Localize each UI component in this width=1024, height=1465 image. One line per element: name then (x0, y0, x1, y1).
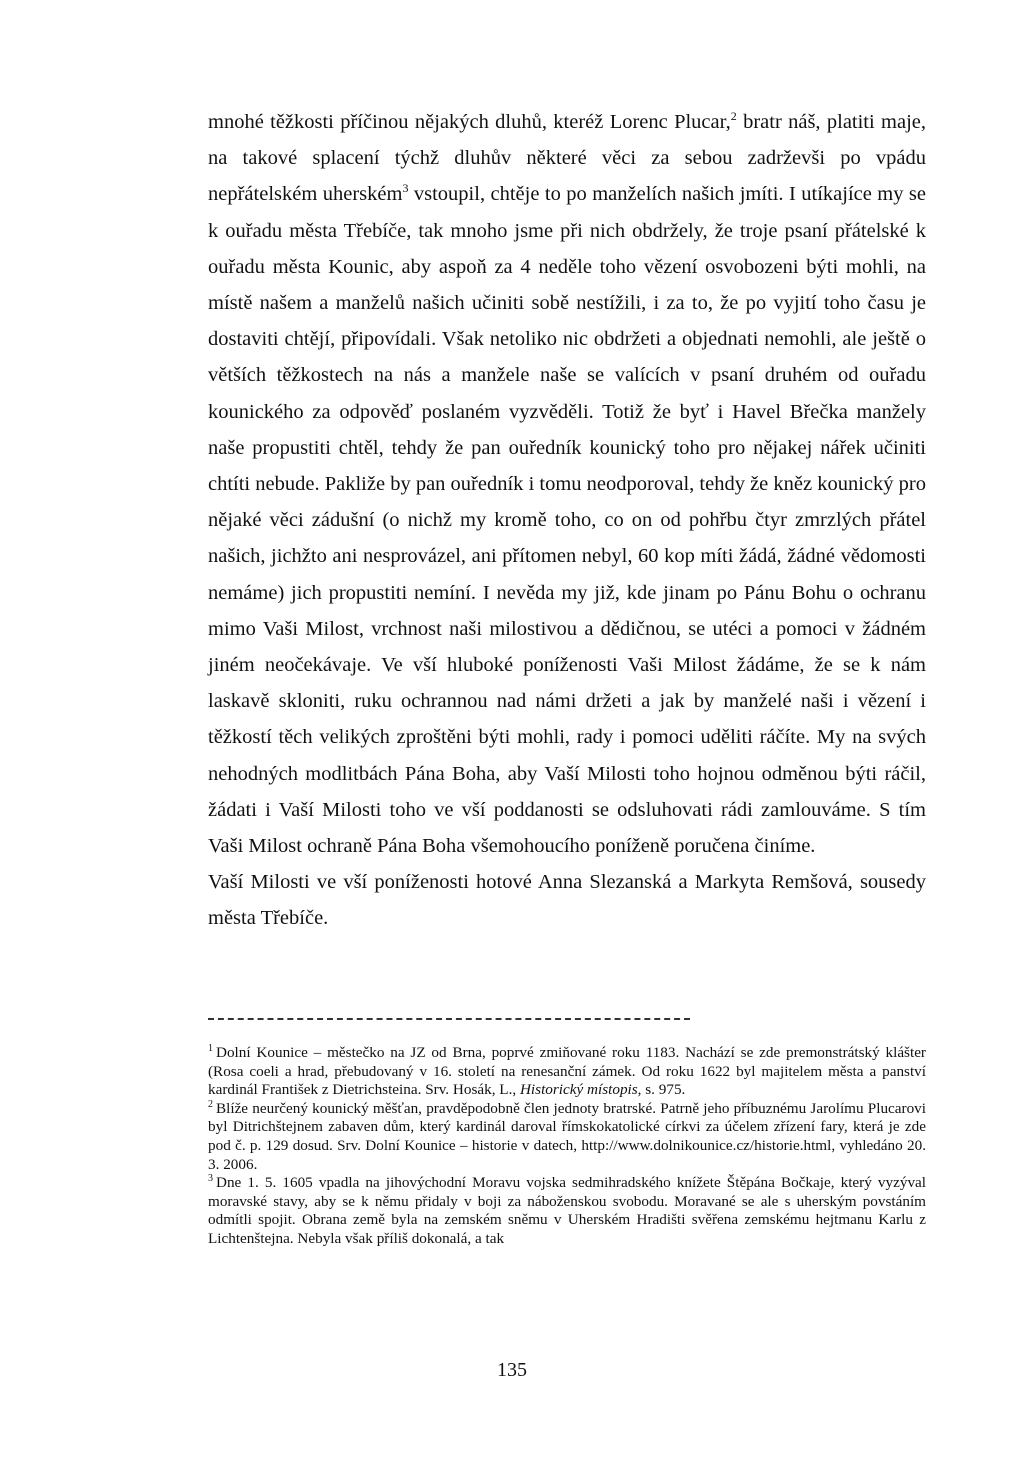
footnote-2 (208, 1100, 926, 1174)
footnotes (208, 1044, 926, 1249)
main-text-part-c: vstoupil, chtěje to po manželích našich jmíti. I utíkajíce my se k ouřadu města Třebíče, tak mnoho jsme při nich obdržely, že troje psaní přátelské k ouřadu města Kounic, aby aspoň za 4 neděle toho vězení osvobozeni býti mohli, na místě našem a manželů našich učiniti sobě nestížili, i za to, že po vyjití toho času je dostaviti chtějí, připovídali. Však netoliko nic obdržeti a objednati nemohli, ale ještě o větších těžkostech na nás a manžele naše se valících v psaní druhém od ouřadu kounického za odpověď poslaném vyzvěděli. Totiž že byť i Havel Břečka manžely naše propustiti chtěl, tehdy že pan ouředník kounický toho pro nějakej nářek učiniti chtíti nebude. Pakliže by pan ouředník i tomu neodporoval, tehdy že kněz kounický pro nějaké věci zádušní (o nichž my kromě toho, co on od pohřbu čtyr zmrzlých přátel našich, jichžto ani nesprovázel, ani přítomen nebyl, 60 kop míti žádá, žádné vědomosti nemáme) jich propustiti nemíní. I nevěda my již, kde jinam po Pánu Bohu o ochranu mimo Vaši Milost, vrchnost naši milostivou a dědičnou, se utéci a pomoci v žádném jiném neočekávaje. Ve vší hluboké poníženosti Vaši Milost žádáme, že se k nám laskavě skloniti, ruku ochrannou nad námi držeti a jak by manželé naši i vězení i těžkostí těch velikých zproštěni býti mohli, rady i pomoci uděliti ráčíte. My na svých nehodných modlitbách Pána Boha, aby Vaší Milosti toho hojnou odměnou býti ráčil, žádati i Vaší Milosti toho ve vší poddanosti se odsluhovati rádi zamlouváme. S tím Vaši Milost ochraně Pána Boha všemohoucího poníženě poručena činíme. (208, 183, 926, 858)
closing-paragraph: Vaší Milosti ve vší poníženosti hotové Anna Slezanská a Markyta Remšová, sousedy města Třebíče. (208, 871, 926, 930)
footnote-number: 1 (208, 1042, 213, 1054)
footnote-3 (208, 1174, 926, 1248)
footnote-text: Blíže neurčený kounický měšťan, pravděpodobně člen jednoty bratrské. Patrně jeho příbuznému Jarolímu Plucarovi byl Ditrichštejnem zabaven dům, který kardinál daroval římskokatolické církvi za účelem zřízení fary, která je zde pod č. p. 129 dosud. Srv. Dolní Kounice – historie v datech, http://www.dolnikounice.cz/historie.html, vyhledáno 20. 3. 2006. (208, 1099, 926, 1173)
main-text-part-b: bratr náš, platiti maje, na takové splacení týchž dluhův některé věci za sebou zadrževši po vpádu nepřátelském uherském (208, 111, 926, 206)
page-number: 135 (497, 1359, 527, 1381)
footnote-text: Dolní Kounice – městečko na JZ od Brna, poprvé zmiňované roku 1183. Nachází se zde premonstrátský klášter (Rosa coeli a hrad, přebudovaný v 16. století na renesanční zámek. Od roku 1622 byl majitelem města a panství kardinál František z Dietrichsteina. Srv. Hosák, L., (208, 1044, 926, 1099)
main-text-part-a: mnohé těžkosti příčinou nějakých dluhů, kteréž Lorenc Plucar, (208, 111, 731, 133)
footnote-separator (208, 1018, 690, 1020)
footnote-number: 3 (208, 1173, 213, 1185)
main-paragraph (208, 104, 926, 864)
footnote-ref-2: 2 (730, 109, 737, 124)
footnote-text: Dne 1. 5. 1605 vpadla na jihovýchodní Moravu vojska sedmihradského knížete Štěpána Bočkaje, který vyzýval moravské stavy, aby se k němu přidaly v boji za náboženskou svobodu. Moravané se ale s uherským povstáním odmítli spojit. Obrana země byla na zemském sněmu v Uherském Hradišti svěřena zemskému hejtmanu Karlu z Lichtenštejna. Nebyla však příliš dokonalá, a tak (208, 1174, 926, 1247)
footnote-1 (208, 1044, 926, 1100)
footnote-ref-3: 3 (402, 181, 409, 196)
footnote-number: 2 (208, 1098, 213, 1110)
main-text (208, 104, 926, 937)
footnote-italic-title: Historický místopis (519, 1081, 638, 1099)
footnote-text-end: , s. 975. (637, 1081, 686, 1099)
